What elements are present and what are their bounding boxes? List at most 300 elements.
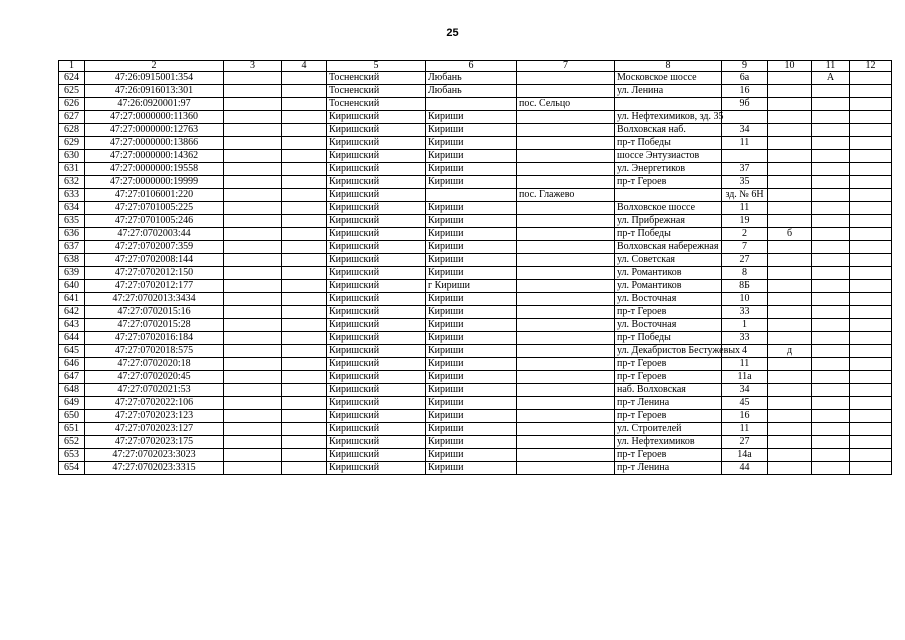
table-cell [812, 98, 850, 111]
table-cell [224, 241, 282, 254]
table-cell [850, 254, 892, 267]
table-row [59, 202, 892, 215]
table-cell: 47:27:0702023:127 [85, 423, 224, 436]
table-row [59, 137, 892, 150]
table-cell [517, 306, 615, 319]
table-cell [282, 462, 327, 475]
table-cell: Киришский [327, 228, 426, 241]
table-cell: 47:27:0702015:28 [85, 319, 224, 332]
table-row [59, 371, 892, 384]
table-cell [812, 280, 850, 293]
table-cell [282, 124, 327, 137]
table-cell [768, 150, 812, 163]
table-cell [224, 332, 282, 345]
table-cell [850, 215, 892, 228]
table-cell [850, 202, 892, 215]
table-cell [768, 280, 812, 293]
table-cell [812, 241, 850, 254]
table-cell: 35 [722, 176, 768, 189]
table-cell [850, 397, 892, 410]
table-cell: 638 [59, 254, 85, 267]
table-cell: Кириши [426, 358, 517, 371]
table-row [59, 397, 892, 410]
table-cell: 47:27:0702013:3434 [85, 293, 224, 306]
table-row [59, 85, 892, 98]
column-header: 9 [722, 61, 768, 72]
table-cell [768, 449, 812, 462]
table-cell [282, 332, 327, 345]
table-cell [850, 137, 892, 150]
table-cell [224, 462, 282, 475]
column-header: 8 [615, 61, 722, 72]
table-cell [850, 189, 892, 202]
table-cell: Киришский [327, 397, 426, 410]
table-cell [768, 371, 812, 384]
table-cell: пр-т Героев [615, 449, 722, 462]
table-cell: 47:27:0702023:175 [85, 436, 224, 449]
column-header: 12 [850, 61, 892, 72]
table-cell [282, 85, 327, 98]
table-cell [224, 306, 282, 319]
column-header: 10 [768, 61, 812, 72]
column-header: 5 [327, 61, 426, 72]
table-cell: 47:27:0702003:44 [85, 228, 224, 241]
table-cell [768, 293, 812, 306]
table-cell: 653 [59, 449, 85, 462]
table-cell: 47:27:0702021:53 [85, 384, 224, 397]
table-cell [282, 371, 327, 384]
table-cell: 11 [722, 423, 768, 436]
table-cell: пр-т Героев [615, 176, 722, 189]
table-cell [812, 410, 850, 423]
table-cell [768, 397, 812, 410]
table-cell [282, 189, 327, 202]
table-row [59, 124, 892, 137]
table-cell: пр-т Победы [615, 228, 722, 241]
table-cell [812, 176, 850, 189]
table-cell: Киришский [327, 254, 426, 267]
table-cell: 11 [722, 137, 768, 150]
table-cell: 8Б [722, 280, 768, 293]
table-cell [282, 423, 327, 436]
table-cell: Кириши [426, 150, 517, 163]
table-cell: Кириши [426, 345, 517, 358]
table-cell: 47:26:0920001:97 [85, 98, 224, 111]
table-cell [224, 150, 282, 163]
table-cell: Киришский [327, 371, 426, 384]
column-header: 6 [426, 61, 517, 72]
table-cell [224, 228, 282, 241]
table-cell: 11 [722, 202, 768, 215]
table-cell: Киришский [327, 137, 426, 150]
table-cell: Киришский [327, 111, 426, 124]
table-cell: Московское шоссе [615, 72, 722, 85]
table-cell [517, 267, 615, 280]
table-cell: Киришский [327, 163, 426, 176]
table-cell: Кириши [426, 163, 517, 176]
table-cell: Киришский [327, 293, 426, 306]
table-cell: Киришский [327, 449, 426, 462]
table-cell [282, 72, 327, 85]
table-cell [768, 462, 812, 475]
table-cell: 16 [722, 410, 768, 423]
table-cell [282, 111, 327, 124]
table-cell: 47:27:0000000:12763 [85, 124, 224, 137]
table-cell: ул. Прибрежная [615, 215, 722, 228]
table-cell [768, 436, 812, 449]
table-cell: 642 [59, 306, 85, 319]
table-cell: 624 [59, 72, 85, 85]
table-cell [224, 137, 282, 150]
table-cell [812, 462, 850, 475]
table-cell: 47:27:0702016:184 [85, 332, 224, 345]
table-cell: Киришский [327, 189, 426, 202]
table-cell [850, 436, 892, 449]
table-row [59, 72, 892, 85]
table-cell: 647 [59, 371, 85, 384]
table-cell: 633 [59, 189, 85, 202]
table-cell [850, 384, 892, 397]
table-cell: 47:27:0702007:359 [85, 241, 224, 254]
table-cell [812, 85, 850, 98]
table-cell: ул. Восточная [615, 319, 722, 332]
table-cell [224, 410, 282, 423]
table-cell: 641 [59, 293, 85, 306]
table-cell: 6а [722, 72, 768, 85]
table-cell [850, 124, 892, 137]
table-cell [850, 150, 892, 163]
table-cell: ул. Восточная [615, 293, 722, 306]
table-cell [517, 176, 615, 189]
table-row [59, 358, 892, 371]
table-cell [224, 189, 282, 202]
table-cell [812, 267, 850, 280]
column-header: 11 [812, 61, 850, 72]
table-cell: 44 [722, 462, 768, 475]
table-cell: Кириши [426, 423, 517, 436]
table-cell: 47:27:0702018:575 [85, 345, 224, 358]
table-cell [282, 306, 327, 319]
table-cell: пр-т Героев [615, 306, 722, 319]
table-row [59, 267, 892, 280]
table-cell [517, 397, 615, 410]
table-cell: Волховская наб. [615, 124, 722, 137]
table-cell [426, 98, 517, 111]
column-header: 3 [224, 61, 282, 72]
table-cell [850, 332, 892, 345]
table-cell [282, 137, 327, 150]
table-cell: пр-т Героев [615, 358, 722, 371]
table-cell [812, 345, 850, 358]
table-cell: 632 [59, 176, 85, 189]
table-cell [850, 280, 892, 293]
table-cell: ул. Романтиков [615, 280, 722, 293]
table-cell [224, 215, 282, 228]
header-row [59, 61, 892, 72]
table-cell [517, 280, 615, 293]
table-row [59, 319, 892, 332]
table-cell [768, 98, 812, 111]
table-cell [812, 306, 850, 319]
table-cell [768, 111, 812, 124]
table-cell: зд. № 6Н [722, 189, 768, 202]
table-cell [224, 98, 282, 111]
table-cell [517, 137, 615, 150]
table-cell: Кириши [426, 410, 517, 423]
table-cell [850, 319, 892, 332]
table-row [59, 163, 892, 176]
table-cell: 634 [59, 202, 85, 215]
table-cell [224, 85, 282, 98]
table-cell [768, 163, 812, 176]
table-cell: А [812, 72, 850, 85]
table-cell: Кириши [426, 384, 517, 397]
table-cell: Кириши [426, 137, 517, 150]
table-cell: Кириши [426, 332, 517, 345]
table-cell: Кириши [426, 202, 517, 215]
table-cell [768, 254, 812, 267]
table-cell [517, 72, 615, 85]
table-cell: 47:27:0000000:14362 [85, 150, 224, 163]
table-cell: пос. Глажево [517, 189, 615, 202]
table-cell [517, 384, 615, 397]
table-row [59, 449, 892, 462]
table-cell: 630 [59, 150, 85, 163]
table-cell [517, 371, 615, 384]
table-cell: 626 [59, 98, 85, 111]
table-row [59, 228, 892, 241]
table-cell [768, 202, 812, 215]
table-row [59, 111, 892, 124]
table-cell: 16 [722, 85, 768, 98]
table-cell: ул. Строителей [615, 423, 722, 436]
table-cell: 11а [722, 371, 768, 384]
table-cell [850, 98, 892, 111]
table-cell [850, 176, 892, 189]
table-cell [282, 436, 327, 449]
table-cell [282, 293, 327, 306]
table-row [59, 98, 892, 111]
table-cell: 628 [59, 124, 85, 137]
table-cell: 7 [722, 241, 768, 254]
table-cell: 650 [59, 410, 85, 423]
table-cell [850, 267, 892, 280]
table-cell [224, 371, 282, 384]
table-cell: Кириши [426, 449, 517, 462]
table-cell: 27 [722, 436, 768, 449]
table-cell [812, 111, 850, 124]
table-cell: 649 [59, 397, 85, 410]
table-cell [850, 306, 892, 319]
table-cell: 640 [59, 280, 85, 293]
table-cell: 47:27:0702020:18 [85, 358, 224, 371]
table-cell: Кириши [426, 215, 517, 228]
table-cell: ул. Ленина [615, 85, 722, 98]
table-cell [517, 228, 615, 241]
table-cell [517, 410, 615, 423]
table-cell: пр-т Героев [615, 410, 722, 423]
table-cell: 47:27:0702023:123 [85, 410, 224, 423]
table-cell: пр-т Ленина [615, 397, 722, 410]
table-cell [517, 215, 615, 228]
table-cell [722, 150, 768, 163]
table-cell [282, 163, 327, 176]
table-cell [517, 163, 615, 176]
table-cell: 651 [59, 423, 85, 436]
table-cell: шоссе Энтузиастов [615, 150, 722, 163]
table-cell: 14а [722, 449, 768, 462]
table-cell: Кириши [426, 228, 517, 241]
table-cell [517, 85, 615, 98]
table-cell [426, 189, 517, 202]
table-cell: 1 [722, 319, 768, 332]
table-cell: Киришский [327, 358, 426, 371]
table-cell: Киришский [327, 306, 426, 319]
table-cell [812, 358, 850, 371]
table-cell [812, 384, 850, 397]
table-cell [812, 150, 850, 163]
table-cell: Кириши [426, 436, 517, 449]
table-cell [517, 124, 615, 137]
table-cell [850, 449, 892, 462]
table-cell [517, 449, 615, 462]
table-cell: Киришский [327, 384, 426, 397]
table-row [59, 215, 892, 228]
table-cell: 47:26:0916013:301 [85, 85, 224, 98]
table-cell [282, 241, 327, 254]
table-cell [517, 423, 615, 436]
table-cell: 33 [722, 332, 768, 345]
table-cell [812, 397, 850, 410]
table-cell: 47:27:0702020:45 [85, 371, 224, 384]
table-cell [224, 267, 282, 280]
table-cell: Киришский [327, 332, 426, 345]
table-cell: Любань [426, 85, 517, 98]
table-cell [224, 111, 282, 124]
table-cell: 10 [722, 293, 768, 306]
table-cell [282, 98, 327, 111]
table-cell: Киришский [327, 124, 426, 137]
table-cell [768, 384, 812, 397]
table-cell [517, 111, 615, 124]
table-cell: 2 [722, 228, 768, 241]
table-cell [768, 358, 812, 371]
table-cell: наб. Волховская [615, 384, 722, 397]
table-cell [224, 358, 282, 371]
table-cell: пос. Сельцо [517, 98, 615, 111]
table-cell [615, 98, 722, 111]
table-cell: 643 [59, 319, 85, 332]
column-header: 7 [517, 61, 615, 72]
table-cell: 45 [722, 397, 768, 410]
table-cell [282, 176, 327, 189]
table-cell [850, 85, 892, 98]
table-cell: ул. Нефтехимиков, зд. 35 [615, 111, 722, 124]
table-cell: 34 [722, 384, 768, 397]
table-cell: 47:27:0106001:220 [85, 189, 224, 202]
table-cell [282, 150, 327, 163]
page-number: 25 [446, 27, 459, 39]
table-cell [615, 189, 722, 202]
table-cell [282, 345, 327, 358]
table-cell [517, 358, 615, 371]
table-cell: 47:27:0701005:246 [85, 215, 224, 228]
table-cell: 4 [722, 345, 768, 358]
table-cell [850, 228, 892, 241]
table-cell [768, 267, 812, 280]
table-cell: ул. Энергетиков [615, 163, 722, 176]
table-cell: Киришский [327, 319, 426, 332]
table-cell [224, 202, 282, 215]
table-cell: Киришский [327, 345, 426, 358]
table-cell [850, 345, 892, 358]
table-cell [768, 72, 812, 85]
table-cell: 645 [59, 345, 85, 358]
table-cell: Тосненский [327, 85, 426, 98]
table-cell [224, 345, 282, 358]
table-cell [812, 137, 850, 150]
table-cell [812, 319, 850, 332]
table-row [59, 332, 892, 345]
column-header: 2 [85, 61, 224, 72]
table-cell: Кириши [426, 319, 517, 332]
table-cell: пр-т Героев [615, 371, 722, 384]
table-cell [850, 72, 892, 85]
table-cell [768, 319, 812, 332]
table-cell: г Кириши [426, 280, 517, 293]
table-row [59, 254, 892, 267]
table-cell: 644 [59, 332, 85, 345]
table-cell: 47:27:0702012:177 [85, 280, 224, 293]
table-cell [282, 280, 327, 293]
table-cell [812, 254, 850, 267]
table-cell [224, 449, 282, 462]
table-cell [812, 163, 850, 176]
table-cell: Тосненский [327, 98, 426, 111]
table-cell [812, 371, 850, 384]
table-row [59, 410, 892, 423]
table-row [59, 176, 892, 189]
table-row [59, 150, 892, 163]
table-cell: пр-т Победы [615, 137, 722, 150]
table-cell [517, 254, 615, 267]
table-cell: 654 [59, 462, 85, 475]
table-cell [850, 410, 892, 423]
table-cell: Тосненский [327, 72, 426, 85]
table-cell [224, 280, 282, 293]
table-cell [224, 397, 282, 410]
table-cell [812, 449, 850, 462]
table-cell [282, 319, 327, 332]
table-cell: 639 [59, 267, 85, 280]
table-cell [517, 202, 615, 215]
table-cell: б [768, 228, 812, 241]
table-cell: 631 [59, 163, 85, 176]
table-cell [850, 371, 892, 384]
table-cell: 9б [722, 98, 768, 111]
table-cell: 34 [722, 124, 768, 137]
table-cell: 637 [59, 241, 85, 254]
table-cell: ул. Советская [615, 254, 722, 267]
table-cell: 47:27:0702022:106 [85, 397, 224, 410]
table-cell [282, 449, 327, 462]
table-cell: Волховская набережная [615, 241, 722, 254]
table-cell [768, 215, 812, 228]
table-cell: 47:27:0701005:225 [85, 202, 224, 215]
table-row [59, 436, 892, 449]
table-cell: Кириши [426, 254, 517, 267]
table-cell [722, 111, 768, 124]
